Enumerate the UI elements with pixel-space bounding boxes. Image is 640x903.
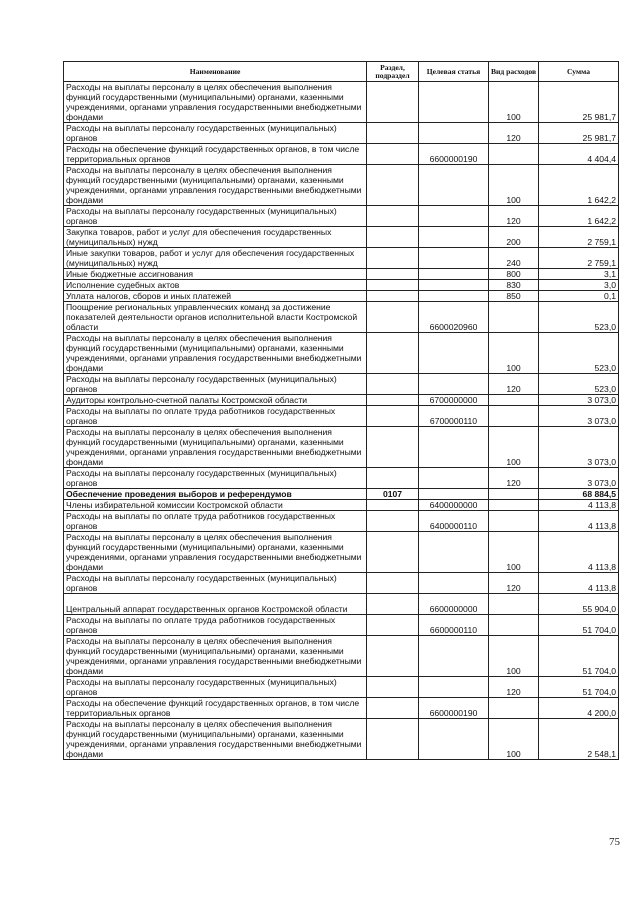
cell-name: Аудиторы контрольно-счетной палаты Костромской области bbox=[64, 395, 367, 406]
table-row bbox=[64, 374, 619, 395]
cell-name: Центральный аппарат государственных органов Костромской области bbox=[64, 594, 367, 615]
cell-target bbox=[419, 280, 489, 291]
table-row bbox=[64, 636, 619, 677]
cell-section bbox=[367, 677, 419, 698]
cell-section bbox=[367, 532, 419, 573]
cell-sum: 523,0 bbox=[539, 333, 619, 374]
cell-type: 100 bbox=[489, 636, 539, 677]
cell-type: 100 bbox=[489, 82, 539, 123]
cell-target: 6400000110 bbox=[419, 511, 489, 532]
table-row bbox=[64, 406, 619, 427]
table-row bbox=[64, 468, 619, 489]
cell-type bbox=[489, 594, 539, 615]
cell-type: 100 bbox=[489, 532, 539, 573]
cell-sum: 3 073,0 bbox=[539, 406, 619, 427]
cell-type: 850 bbox=[489, 291, 539, 302]
cell-type: 100 bbox=[489, 333, 539, 374]
cell-section bbox=[367, 280, 419, 291]
cell-type: 240 bbox=[489, 248, 539, 269]
cell-sum: 1 642,2 bbox=[539, 206, 619, 227]
cell-section bbox=[367, 395, 419, 406]
table-row bbox=[64, 395, 619, 406]
cell-section bbox=[367, 269, 419, 280]
cell-target bbox=[419, 291, 489, 302]
cell-type: 200 bbox=[489, 227, 539, 248]
cell-section bbox=[367, 636, 419, 677]
cell-type: 120 bbox=[489, 123, 539, 144]
cell-name: Расходы на выплаты персоналу государственных (муниципальных) органов bbox=[64, 573, 367, 594]
cell-type: 120 bbox=[489, 206, 539, 227]
cell-target: 6600000110 bbox=[419, 615, 489, 636]
page-number: 75 bbox=[609, 836, 620, 848]
cell-type: 830 bbox=[489, 280, 539, 291]
cell-target bbox=[419, 269, 489, 280]
cell-target: 6600000190 bbox=[419, 698, 489, 719]
cell-name: Поощрение региональных управленческих команд за достижение показателей деятельности органов исполнительной власти Костромской области bbox=[64, 302, 367, 333]
table-row bbox=[64, 511, 619, 532]
cell-section bbox=[367, 144, 419, 165]
cell-name: Расходы на выплаты персоналу в целях обеспечения выполнения функций государственными (муниципальными) органами, казенными учреждениями, органами управления государственными внебюджетными фондами bbox=[64, 165, 367, 206]
table-row bbox=[64, 144, 619, 165]
table-row bbox=[64, 165, 619, 206]
table-row bbox=[64, 269, 619, 280]
cell-section bbox=[367, 615, 419, 636]
cell-sum: 4 113,8 bbox=[539, 500, 619, 511]
cell-target bbox=[419, 489, 489, 500]
cell-sum: 51 704,0 bbox=[539, 677, 619, 698]
table-row bbox=[64, 206, 619, 227]
cell-section bbox=[367, 468, 419, 489]
cell-name: Расходы на выплаты персоналу в целях обеспечения выполнения функций государственными (муниципальными) органами, казенными учреждениями, органами управления государственными внебюджетными фондами bbox=[64, 333, 367, 374]
table-row bbox=[64, 123, 619, 144]
cell-target bbox=[419, 206, 489, 227]
cell-name: Расходы на выплаты персоналу в целях обеспечения выполнения функций государственными (муниципальными) органами, казенными учреждениями, органами управления государственными внебюджетными фондами bbox=[64, 719, 367, 760]
cell-sum: 51 704,0 bbox=[539, 636, 619, 677]
cell-sum: 3,0 bbox=[539, 280, 619, 291]
cell-section bbox=[367, 302, 419, 333]
cell-section bbox=[367, 698, 419, 719]
cell-target bbox=[419, 427, 489, 468]
cell-name: Расходы на выплаты персоналу в целях обеспечения выполнения функций государственными (муниципальными) органами, казенными учреждениями, органами управления государственными внебюджетными фондами bbox=[64, 532, 367, 573]
cell-name: Расходы на выплаты по оплате труда работников государственных органов bbox=[64, 511, 367, 532]
cell-sum: 4 113,8 bbox=[539, 532, 619, 573]
cell-target: 6700000110 bbox=[419, 406, 489, 427]
cell-name: Иные закупки товаров, работ и услуг для обеспечения государственных (муниципальных) нужд bbox=[64, 248, 367, 269]
cell-target: 6700000000 bbox=[419, 395, 489, 406]
table-row bbox=[64, 291, 619, 302]
cell-name: Закупка товаров, работ и услуг для обеспечения государственных (муниципальных) нужд bbox=[64, 227, 367, 248]
cell-sum: 3,1 bbox=[539, 269, 619, 280]
cell-type: 100 bbox=[489, 719, 539, 760]
cell-type bbox=[489, 144, 539, 165]
cell-section bbox=[367, 374, 419, 395]
cell-target bbox=[419, 227, 489, 248]
cell-name: Расходы на выплаты персоналу в целях обеспечения выполнения функций государственными (муниципальными) органами, казенными учреждениями, органами управления государственными внебюджетными фондами bbox=[64, 427, 367, 468]
cell-type bbox=[489, 698, 539, 719]
cell-sum: 2 759,1 bbox=[539, 248, 619, 269]
cell-target: 6600000190 bbox=[419, 144, 489, 165]
cell-type bbox=[489, 511, 539, 532]
cell-section bbox=[367, 82, 419, 123]
cell-name: Иные бюджетные ассигнования bbox=[64, 269, 367, 280]
header-name: Наименование bbox=[64, 62, 367, 82]
cell-section bbox=[367, 333, 419, 374]
cell-target bbox=[419, 82, 489, 123]
cell-section bbox=[367, 511, 419, 532]
cell-section bbox=[367, 427, 419, 468]
table-row bbox=[64, 532, 619, 573]
header-type: Вид расходов bbox=[489, 62, 539, 82]
cell-sum: 2 548,1 bbox=[539, 719, 619, 760]
cell-target bbox=[419, 573, 489, 594]
table-row bbox=[64, 573, 619, 594]
cell-target bbox=[419, 165, 489, 206]
table-header-row bbox=[64, 62, 619, 82]
cell-target: 6400000000 bbox=[419, 500, 489, 511]
cell-name: Расходы на выплаты персоналу государственных (муниципальных) органов bbox=[64, 374, 367, 395]
cell-target bbox=[419, 248, 489, 269]
cell-name: Расходы на выплаты персоналу государственных (муниципальных) органов bbox=[64, 677, 367, 698]
cell-section bbox=[367, 573, 419, 594]
cell-section bbox=[367, 594, 419, 615]
cell-name: Расходы на выплаты персоналу государственных (муниципальных) органов bbox=[64, 123, 367, 144]
cell-sum: 523,0 bbox=[539, 374, 619, 395]
cell-sum: 3 073,0 bbox=[539, 468, 619, 489]
table-row bbox=[64, 302, 619, 333]
cell-section bbox=[367, 406, 419, 427]
table-row bbox=[64, 594, 619, 615]
table-row bbox=[64, 427, 619, 468]
cell-type bbox=[489, 615, 539, 636]
cell-type: 800 bbox=[489, 269, 539, 280]
cell-target bbox=[419, 532, 489, 573]
cell-name: Расходы на обеспечение функций государственных органов, в том числе территориальных органов bbox=[64, 698, 367, 719]
cell-name: Обеспечение проведения выборов и референдумов bbox=[64, 489, 367, 500]
cell-name: Расходы на выплаты персоналу в целях обеспечения выполнения функций государственными (муниципальными) органами, казенными учреждениями, органами управления государственными внебюджетными фондами bbox=[64, 636, 367, 677]
cell-sum: 55 904,0 bbox=[539, 594, 619, 615]
cell-type bbox=[489, 500, 539, 511]
header-section: Раздел, подраздел bbox=[367, 62, 419, 82]
cell-type: 120 bbox=[489, 374, 539, 395]
cell-target: 6600020960 bbox=[419, 302, 489, 333]
cell-sum: 1 642,2 bbox=[539, 165, 619, 206]
budget-table bbox=[63, 61, 619, 760]
cell-sum: 68 884,5 bbox=[539, 489, 619, 500]
header-target: Целевая статья bbox=[419, 62, 489, 82]
cell-section bbox=[367, 248, 419, 269]
cell-section bbox=[367, 500, 419, 511]
cell-sum: 25 981,7 bbox=[539, 82, 619, 123]
cell-target bbox=[419, 468, 489, 489]
cell-type bbox=[489, 302, 539, 333]
cell-sum: 25 981,7 bbox=[539, 123, 619, 144]
cell-name: Расходы на выплаты персоналу государственных (муниципальных) органов bbox=[64, 468, 367, 489]
cell-sum: 4 404,4 bbox=[539, 144, 619, 165]
table-row bbox=[64, 333, 619, 374]
cell-target bbox=[419, 123, 489, 144]
cell-type bbox=[489, 406, 539, 427]
cell-name: Расходы на обеспечение функций государственных органов, в том числе территориальных органов bbox=[64, 144, 367, 165]
cell-sum: 4 200,0 bbox=[539, 698, 619, 719]
cell-target bbox=[419, 677, 489, 698]
cell-sum: 0,1 bbox=[539, 291, 619, 302]
table-row bbox=[64, 500, 619, 511]
table-body bbox=[64, 82, 619, 760]
cell-sum: 4 113,8 bbox=[539, 511, 619, 532]
cell-type: 120 bbox=[489, 573, 539, 594]
cell-target bbox=[419, 636, 489, 677]
table-row bbox=[64, 698, 619, 719]
cell-section bbox=[367, 165, 419, 206]
table-row bbox=[64, 280, 619, 291]
cell-type: 120 bbox=[489, 468, 539, 489]
cell-sum: 51 704,0 bbox=[539, 615, 619, 636]
cell-name: Члены избирательной комиссии Костромской области bbox=[64, 500, 367, 511]
cell-name: Расходы на выплаты по оплате труда работников государственных органов bbox=[64, 406, 367, 427]
cell-sum: 523,0 bbox=[539, 302, 619, 333]
cell-type: 100 bbox=[489, 165, 539, 206]
cell-name: Исполнение судебных актов bbox=[64, 280, 367, 291]
cell-sum: 3 073,0 bbox=[539, 427, 619, 468]
cell-section bbox=[367, 227, 419, 248]
table-row bbox=[64, 677, 619, 698]
cell-name: Расходы на выплаты персоналу государственных (муниципальных) органов bbox=[64, 206, 367, 227]
table-row bbox=[64, 489, 619, 500]
cell-section bbox=[367, 123, 419, 144]
header-sum: Сумма bbox=[539, 62, 619, 82]
cell-section bbox=[367, 291, 419, 302]
cell-section bbox=[367, 719, 419, 760]
cell-type bbox=[489, 489, 539, 500]
cell-type: 120 bbox=[489, 677, 539, 698]
cell-sum: 3 073,0 bbox=[539, 395, 619, 406]
cell-name: Расходы на выплаты персоналу в целях обеспечения выполнения функций государственными (муниципальными) органами, казенными учреждениями, органами управления государственными внебюджетными фондами bbox=[64, 82, 367, 123]
table-row bbox=[64, 248, 619, 269]
cell-name: Уплата налогов, сборов и иных платежей bbox=[64, 291, 367, 302]
cell-name: Расходы на выплаты по оплате труда работников государственных органов bbox=[64, 615, 367, 636]
cell-target bbox=[419, 719, 489, 760]
cell-sum: 4 113,8 bbox=[539, 573, 619, 594]
cell-section bbox=[367, 206, 419, 227]
cell-target: 6600000000 bbox=[419, 594, 489, 615]
cell-target bbox=[419, 333, 489, 374]
cell-type: 100 bbox=[489, 427, 539, 468]
table-row bbox=[64, 615, 619, 636]
table-row bbox=[64, 227, 619, 248]
cell-sum: 2 759,1 bbox=[539, 227, 619, 248]
table-row bbox=[64, 82, 619, 123]
cell-target bbox=[419, 374, 489, 395]
table-row bbox=[64, 719, 619, 760]
cell-section: 0107 bbox=[367, 489, 419, 500]
cell-type bbox=[489, 395, 539, 406]
